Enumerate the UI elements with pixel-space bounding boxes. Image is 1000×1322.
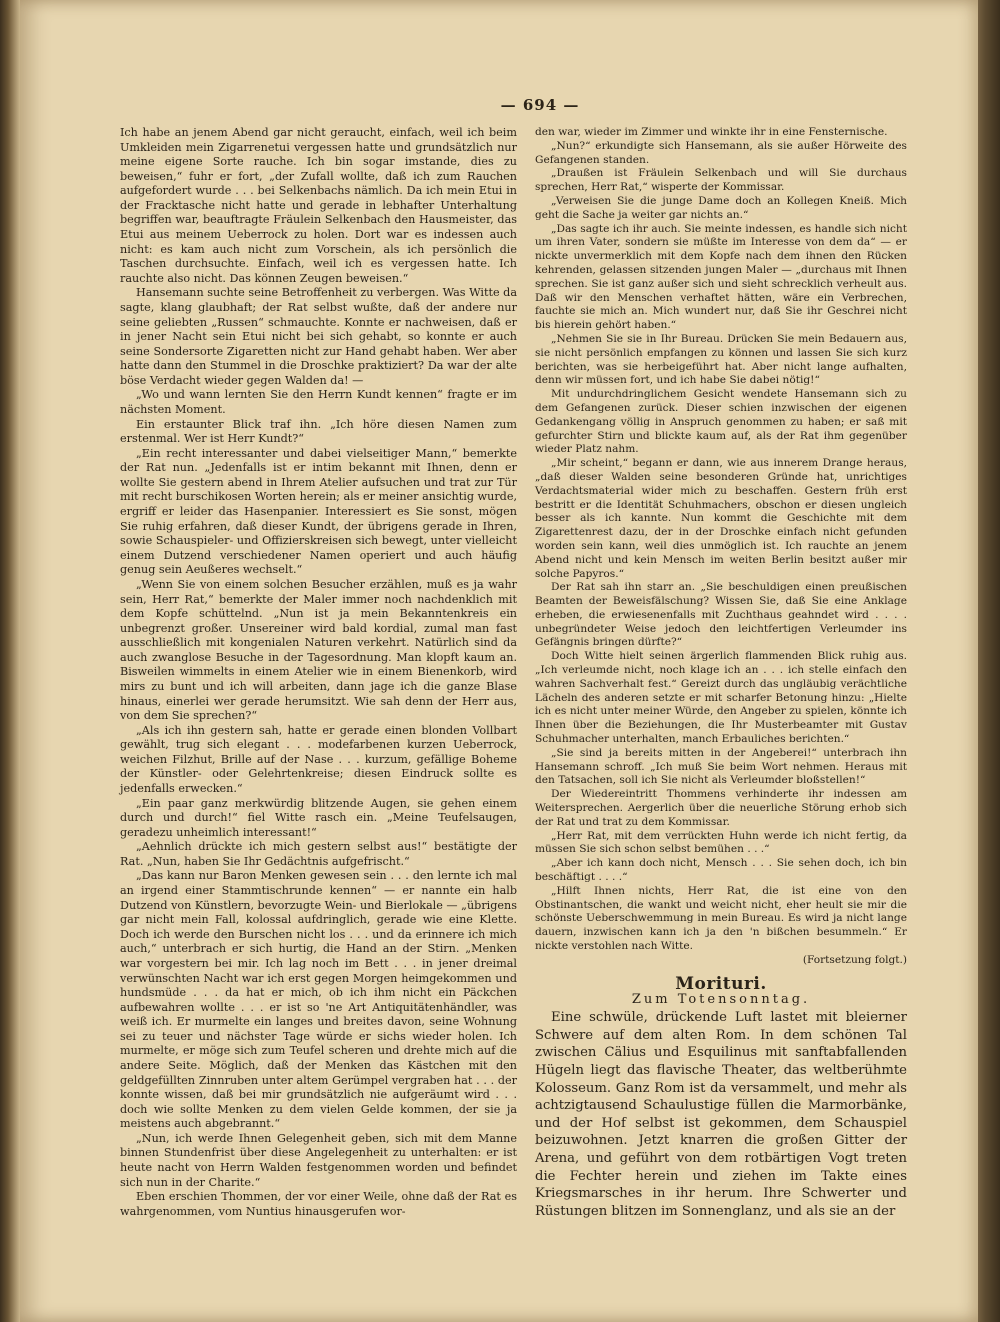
paragraph: „Hilft Ihnen nichts, Herr Rat, die ist eine von den Obstinantschen, die wankt und weicht nicht, eher heult sie mir die schönste Ueberschwemmung in mein Bureau. Es wird ja nicht lange dauern, inzwischen kann ich ja den 'n bißchen besummeln.“ Er nickte verstohlen nach Witte. [535,884,907,953]
article-subtitle: Zum Totensonntag. [631,992,811,1008]
paragraph: Ich habe an jenem Abend gar nicht geraucht, einfach, weil ich beim Umkleiden mein Zigarrenetui vergessen hatte und grundsätzlich nur meine eigene Sorte rauche. Ich bin sogar imstande, dies zu beweisen,“ fuhr er fort, „der Zufall wollte, daß ich zum Rauchen aufgefordert wurde . . . bei Selkenbachs nämlich. Da ich mein Etui in der Fracktasche nicht hatte und gerade in lebhafter Unterhaltung begriffen war, beauftragte Fräulein Selkenbach den Hausmeister, das Etui aus meinem Ueberrock zu holen. Dort war es indessen auch nicht: es kam auch nicht zum Vorschein, als ich persönlich die Taschen durchsuchte. Einfach, weil ich es vergessen hatte. Ich rauchte also nicht. Das können Zeugen beweisen.“ [120,126,517,285]
paragraph: Der Rat sah ihn starr an. „Sie beschuldigen einen preußischen Beamten der Beweisfälschung? Wissen Sie, daß Sie eine Anklage erheben, die erwiesenenfalls mit Zuchthaus geahndet wird . . . . unbegründeter Weise jedoch den leichtfertigen Verleumder ins Gefängnis bringen dürfte?“ [535,581,907,649]
paragraph: „Aehnlich drückte ich mich gestern selbst aus!“ bestätigte der Rat. „Nun, haben Sie Ihr Gedächtnis aufgefrischt.“ [120,840,517,868]
paragraph: Eben erschien Thommen, der vor einer Weile, ohne daß der Rat es wahrgenommen, vom Nuntius hinausgerufen wor- [120,1190,517,1218]
paragraph: „Aber ich kann doch nicht, Mensch . . . Sie sehen doch, ich bin beschäftigt . . . .“ [535,857,907,884]
article-title: Morituri. [675,973,767,994]
right-column [535,126,907,1220]
paragraph: Hansemann suchte seine Betroffenheit zu verbergen. Was Witte da sagte, klang glaubhaft; der Rat selbst wußte, daß der andere nur seine geliebten „Russen“ schmauchte. Konnte er nachweisen, daß er in jener Nacht sein Etui nicht bei sich gehabt, so konnte er auch seine Sondersorte Zigaretten nicht zur Hand gehabt haben. Wer aber hatte dann den Stummel in die Droschke praktiziert? Da war der alte böse Verdacht wieder gegen Walden da! — [120,286,517,387]
paragraph: „Nehmen Sie sie in Ihr Bureau. Drücken Sie mein Bedauern aus, sie nicht persönlich empfangen zu können und lassen Sie sich kurz berichten, was sie herbeigeführt hat. Aber nicht lange aufhalten, denn wir müssen fort, und ich habe Sie dabei nötig!“ [535,332,907,387]
paragraph: den war, wieder im Zimmer und winkte ihr in eine Fensternische. [535,126,888,138]
paragraph: „Das kann nur Baron Menken gewesen sein . . . den lernte ich mal an irgend einer Stammtischrunde kennen“ — er nannte ein halb Dutzend von Künstlern, bevorzugte Wein- und Bierlokale — „übrigens gar nicht mein Fall, kolossal aufdringlich, gerade wie eine Klette. Doch ich werde den Burschen nicht los . . . und da erinnere ich mich auch,“ unterbrach er sich hurtig, die Hand an der Stirn. „Menken war vorgestern bei mir. Ich lag noch im Bett . . . in jener dreimal verwünschten Nacht war ich erst gegen Morgen heimgekommen und hundsmüde . . . da hat er mich, ob ich ihm nicht ein Päckchen aufbewahren wollte . . . er ist so 'ne Art Antiquitätenhändler, was weiß ich. Er murmelte ein langes und breites davon, seine Wohnung sei zu teuer und nächster Tage würde er sichs wieder holen. Ich murmelte, er möge sich zum Teufel scheren und drehte mich auf die andere Seite. Möglich, daß der Menken das Kästchen mit den geldgefüllten Zinnruben unter altem Gerümpel vergraben hat . . . der konnte wissen, daß bei mir grundsätzlich nie aufgeräumt wird . . . doch wie sollte Menken zu dem vielen Gelde kommen, der sie ja meistens auch abgebrannt.“ [120,869,517,1131]
paragraph: Ein erstaunter Blick traf ihn. „Ich höre diesen Namen zum erstenmal. Wer ist Herr Kundt?“ [120,417,517,446]
paragraph: „Mir scheint,“ begann er dann, wie aus innerem Drange heraus, „daß dieser Walden seine besonderen Gründe hat, unrichtiges Verdachtsmaterial wider mich zu beschaffen. Gestern früh erst bestritt er die Identität Schuhmachers, obschon er diesen ungleich besser als ich kannte. Nun kommt die Geschichte mit dem Zigarettenrest dazu, der in der Droschke einfach nicht gefunden worden sein kann, weil dies unmöglich ist. Ich rauchte an jenem Abend nicht und kein Mensch im weiten Berlin besitzt außer mir solche Papyros.“ [535,457,907,580]
paragraph: Doch Witte hielt seinen ärgerlich flammenden Blick ruhig aus. „Ich verleumde nicht, noch klage ich an . . . ich stelle einfach den wahren Sachverhalt fest.“ Gereizt durch das ungläubig verächtliche Lächeln des anderen setzte er mit scharfer Betonung hinzu: „Hielte ich es nicht unter meiner Würde, den Angeber zu spielen, könnte ich Ihnen über die Beziehungen, die Ihr Musterbeamter mit Gustav Schuhmacher unterhalten, manch Erbauliches berichten.“ [535,650,907,746]
right-column-paragraphs [535,126,907,954]
paragraph: „Sie sind ja bereits mitten in der Angeberei!“ unterbrach ihn Hansemann schroff. „Ich muß Sie beim Wort nehmen. Heraus mit den Tatsachen, soll ich Sie nicht als Verleumder bloßstellen!“ [535,746,907,787]
paragraph: „Ein recht interessanter und dabei vielseitiger Mann,“ bemerkte der Rat nun. „Jedenfalls ist er intim bekannt mit Ihnen, denn er wollte Sie gestern abend in Ihrem Atelier aufsuchen und trat zur Tür mit recht burschikosen Worten herein; als er meiner ansichtig wurde, ergriff er leider das Hasenpanier. Interessiert es Sie sonst, mögen Sie ruhig erfahren, daß dieser Kundt, der übrigens gerade in Ihren, sowie Schauspieler- und Offizierskreisen sich bewegt, unter vielleicht einem Dutzend verschiedener Namen operiert und auch häufig genug sein Aeußeres wechselt.“ [120,446,518,577]
paragraph: Der Wiedereintritt Thommens verhinderte ihr indessen am Weitersprechen. Aergerlich über die neuerliche Störung erhob sich der Rat und trat zu dem Kommissar. [535,788,907,828]
paragraph: „Das sagte ich ihr auch. Sie meinte indessen, es handle sich nicht um ihren Vater, sondern sie müßte im Interesse von dem da“ — er nickte unvermerklich mit dem Kopfe nach dem ihnen den Rücken kehrenden, gelassen sitzenden jungen Maler — „durchaus mit Ihnen sprechen. Sie ist ganz außer sich und sieht schrecklich verheult aus. Daß wir den Menschen verhaftet hätten, wäre ein Verbrechen, fauchte sie mich an. Mich wundert nur, daß Sie ihr Geschrei nicht bis hierein gehört haben.“ [535,222,907,332]
left-column [120,126,517,1219]
paragraph: „Wenn Sie von einem solchen Besucher erzählen, muß es ja wahr sein, Herr Rat,“ bemerkte der Maler immer noch nachdenklich mit dem Kopfe schüttelnd. „Nun ist ja mein Bekanntenkreis ein unbegrenzt großer. Unsereiner wird bald kordial, zumal man fast ausschließlich mit kongenialen Naturen verkehrt. Natürlich sind da auch zwanglose Besuche in der Tagesordnung. Man klopft kaum an. Bisweilen wimmelts in einem Atelier wie in einem Bienenkorb, wird mirs zu bunt und ich will arbeiten, dann jage ich die ganze Blase hinaus, einerlei wer gerade herumsitzt. Wie sah denn der Herr aus, von dem Sie sprechen?“ [120,577,517,723]
paragraph: „Als ich ihn gestern sah, hatte er gerade einen blonden Vollbart gewählt, trug sich elegant . . . modefarbenen kurzen Ueberrock, weichen Filzhut, Brille auf der Nase . . . kurzum, gefällige Boheme der Künstler- oder Gelehrtenkreise; diesen Eindruck sollte es jedenfalls erwecken.“ [120,723,517,796]
continuation-note: (Fortsetzung folgt.) [802,953,907,966]
paragraph: „Nun, ich werde Ihnen Gelegenheit geben, sich mit dem Manne binnen Stundenfrist über diese Angelegenheit zu unterhalten: er ist heute nacht von Herrn Walden festgenommen worden und befindet sich nun in der Charite.“ [120,1131,517,1189]
paragraph: „Nun?“ erkundigte sich Hansemann, als sie außer Hörweite des Gefangenen standen. [535,139,907,166]
paragraph: Mit undurchdringlichem Gesicht wendete Hansemann sich zu dem Gefangenen zurück. Dieser schien inzwischen der eigenen Gedankengang völlig in Anspruch genommen zu haben; er saß mit gefurchter Stirn und blickte kaum auf, als der Rat ihm gegenüber wieder Platz nahm. [535,388,907,456]
paragraph: „Draußen ist Fräulein Selkenbach und will Sie durchaus sprechen, Herr Rat,“ wisperte der Kommissar. [535,167,907,194]
paragraph: „Wo und wann lernten Sie den Herrn Kundt kennen“ fragte er im nächsten Moment. [120,388,517,416]
article-body: Eine schwüle, drückende Luft lastet mit bleierner Schwere auf dem alten Rom. In dem schönen Tal zwischen Cälius und Esquilinus mit sanftabfallenden Hügeln liegt das flavische Theater, das weltberühmte Kolosseum. Ganz Rom ist da versammelt, und mehr als achtzigtausend Schaulustige füllen die Marmorbänke, und der Hof selbst ist gekommen, dem Schauspiel beizuwohnen. Jetzt knarren die großen Gitter der Arena, und geführt von dem rotbärtigen Vogt treten die Fechter herein und ziehen im Takte eines Kriegsmarsches in ihr herum. Ihre Schwerter und Rüstungen blitzen im Sonnenglanz, und als sie an der [535,1010,907,1219]
paragraph: „Herr Rat, mit dem verrückten Huhn werde ich nicht fertig, da müssen Sie sich schon selbst bemühen . . .“ [535,829,907,856]
paragraph: „Ein paar ganz merkwürdig blitzende Augen, sie gehen einem durch und durch!“ fiel Witte rasch ein. „Meine Teufelsaugen, geradezu unheimlich interessant!“ [120,796,517,839]
page-number: — 694 — [500,96,580,114]
paragraph: „Verweisen Sie die junge Dame doch an Kollegen Kneiß. Mich geht die Sache ja weiter gar nichts an.“ [535,194,907,221]
